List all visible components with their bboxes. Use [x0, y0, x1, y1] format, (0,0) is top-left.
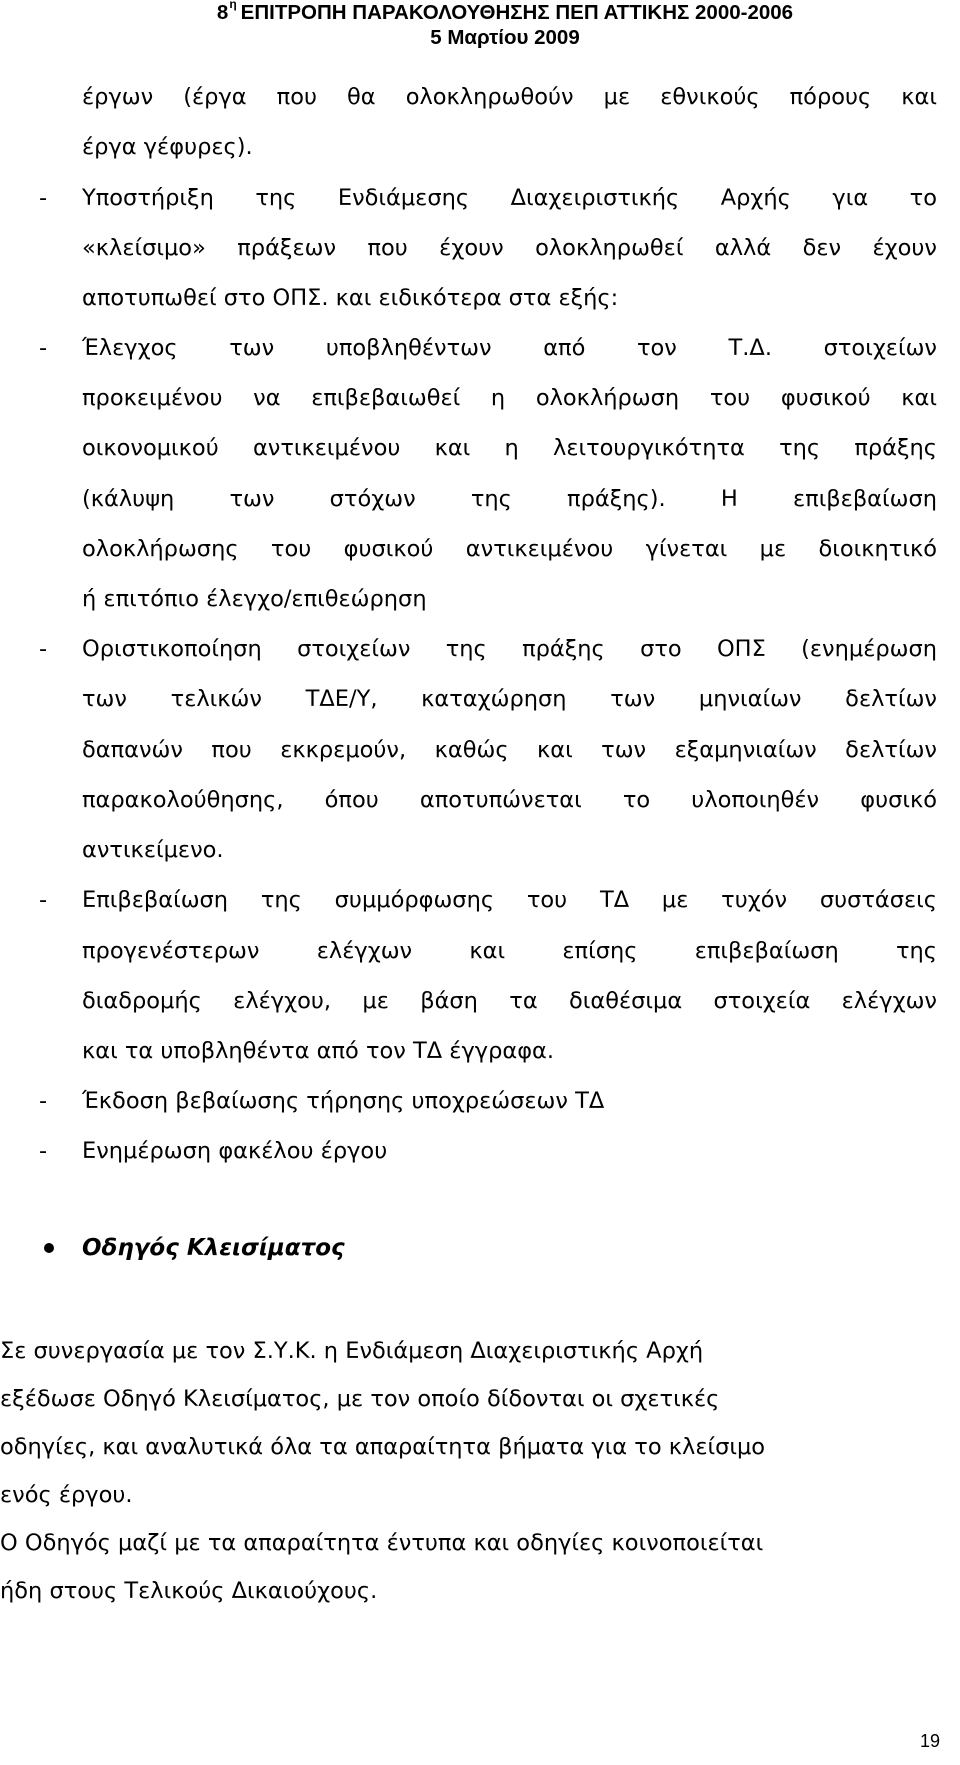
list-line: δαπανών που εκκρεμούν, καθώς και των εξαμηνιαίων δελτίων [82, 737, 937, 763]
dash-marker: - [39, 1138, 48, 1164]
list-line: «κλείσιμο» πράξεων που έχουν ολοκληρωθεί αλλά δεν έχουν [82, 235, 937, 261]
list-line: παρακολούθησης, όπου αποτυπώνεται το υλοποιηθέν φυσικό [82, 787, 937, 813]
list-line: και τα υποβληθέντα από τον ΤΔ έγγραφα. [82, 1038, 555, 1064]
list-line: αντικείμενο. [82, 837, 224, 863]
list-line: Ενημέρωση φακέλου έργου [82, 1138, 388, 1164]
dash-marker: - [39, 185, 48, 211]
list-line: (κάλυψη των στόχων της πράξης). Η επιβεβαίωση [82, 486, 937, 512]
body-line: Ο Οδηγός μαζί με τα απαραίτητα έντυπα και οδηγίες κοινοποιείται [0, 1530, 764, 1556]
list-line: έργα γέφυρες). [82, 134, 253, 160]
list-line: αποτυπωθεί στο ΟΠΣ. και ειδικότερα στα εξής: [82, 285, 619, 311]
body-line: εξέδωσε Οδηγό Κλεισίματος, με τον οποίο δίδονται οι σχετικές [0, 1386, 720, 1412]
body-line: οδηγίες, και αναλυτικά όλα τα απαραίτητα βήματα για το κλείσιμο [0, 1434, 766, 1460]
list-line: διαδρομής ελέγχου, με βάση τα διαθέσιμα στοιχεία ελέγχων [82, 988, 937, 1014]
list-line: οικονομικού αντικειμένου και η λειτουργικότητα της πράξης [82, 435, 937, 461]
list-line: προγενέστερων ελέγχων και επίσης επιβεβαίωση της [82, 938, 937, 964]
section-heading: Οδηγός Κλεισίματος [82, 1235, 345, 1261]
dash-marker: - [39, 887, 48, 913]
body-line: ήδη στους Τελικούς Δικαιούχους. [0, 1578, 378, 1604]
list-line: Έκδοση βεβαίωσης τήρησης υποχρεώσεων ΤΔ [82, 1088, 605, 1114]
header-committee-title: $8^\eta$ ΕΠΙΤΡΟΠΗ ΠΑΡΑΚΟΛΟΥΘΗΣΗΣ ΠΕΠ ΑΤΤΙΚΗΣ 2000-2006 [216, 0, 794, 24]
list-line: έργων (έργα που θα ολοκληρωθούν με εθνικούς πόρους και [82, 84, 937, 110]
list-line: Επιβεβαίωση της συμμόρφωσης του ΤΔ με τυχόν συστάσεις [82, 887, 937, 913]
header-date: 5 Μαρτίου 2009 [430, 26, 580, 49]
dash-marker: - [39, 1088, 48, 1114]
list-line: προκειμένου να επιβεβαιωθεί η ολοκλήρωση του φυσικού και [82, 385, 937, 411]
list-line: των τελικών ΤΔΕ/Υ, καταχώρηση των μηνιαίων δελτίων [82, 686, 937, 712]
page-number: 19 [919, 1731, 940, 1751]
body-line: Σε συνεργασία με τον Σ.Υ.Κ. η Ενδιάμεση Διαχειριστικής Αρχή [0, 1338, 704, 1364]
list-line: Οριστικοποίηση στοιχείων της πράξης στο ΟΠΣ (ενημέρωση [82, 636, 937, 662]
list-line: Υποστήριξη της Ενδιάμεσης Διαχειριστικής Αρχής για το [82, 185, 937, 211]
list-line: ολοκλήρωσης του φυσικού αντικειμένου γίνεται με διοικητικό [82, 536, 937, 562]
list-line: ή επιτόπιο έλεγχο/επιθεώρηση [82, 586, 427, 612]
dash-marker: - [39, 636, 48, 662]
dash-marker: - [39, 335, 48, 361]
list-line: Έλεγχος των υποβληθέντων από τον Τ.Δ. στοιχείων [82, 335, 937, 361]
body-line: ενός έργου. [0, 1482, 133, 1508]
